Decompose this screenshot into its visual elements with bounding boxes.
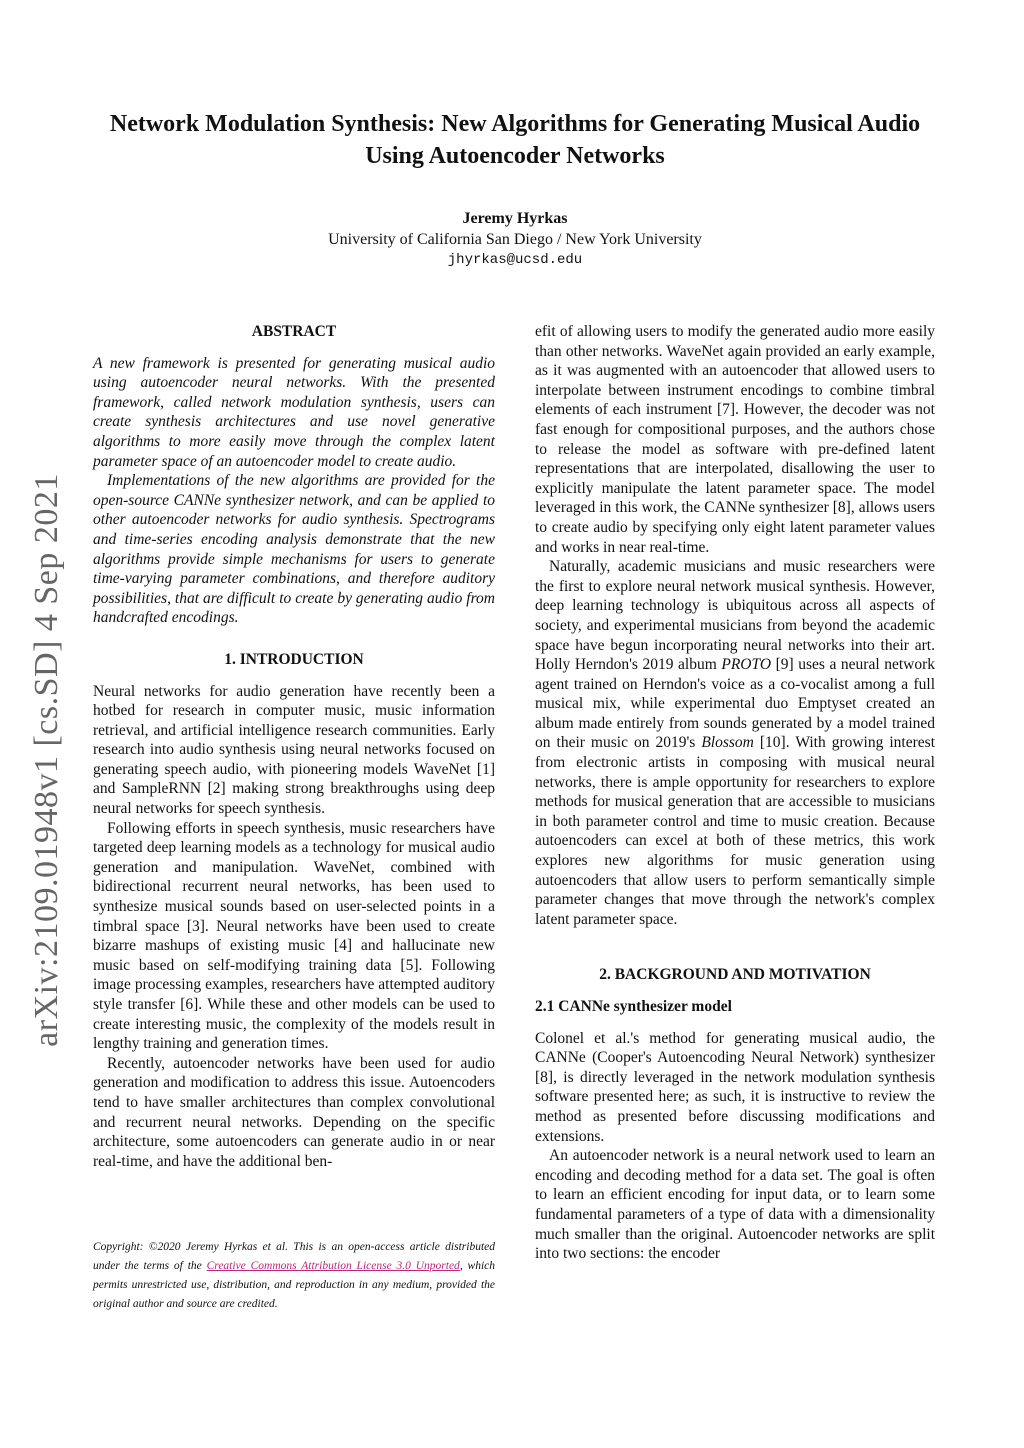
- right-column: [535, 322, 935, 1264]
- abstract-section: [93, 322, 495, 628]
- abstract-paragraph-1: A new framework is presented for generating musical audio using autoencoder neural networks. With the presented framework, called network modulation synthesis, users can create synthesis architectures and use novel generative algorithms to more easily move through the complex latent parameter space of an autoencoder model to create audio.: [93, 354, 495, 470]
- intro-paragraph-5: [535, 557, 935, 929]
- background-paragraph-2: An autoencoder network is a neural network used to learn an encoding and decoding method for a data set. The goal is often to learn an efficient encoding for input data, or to learn some fundamental parameters of a type of data with a dimensionality much smaller than the original. Autoencoder networks are split into two sections: the encoder: [535, 1147, 935, 1263]
- copyright-prefix: Copyright: ©2020 Jeremy Hyrkas et al. This is an open-access article distributed under the terms of the: [93, 1241, 495, 1272]
- author-affiliation: University of California San Diego / New York University: [328, 231, 702, 248]
- intro-paragraph-4: efit of allowing users to modify the generated audio more easily than other networks. WaveNet again provided an early example, as it was augmented with an autoencoder that allowed users to interpolate between instrument encodings to combine timbral elements of each instrument [7]. However, the decoder was not fast enough for compositional purposes, and the authors chose to release the model as software with pre-defined latent representations that are interpolated, disallowing the user to explicitly manipulate the latent parameter space. The model leveraged in this work, the CANNe synthesizer [8], allows users to create audio by specifying only eight latent parameter values and works in near real-time.: [535, 323, 935, 556]
- author-block: [90, 208, 940, 270]
- intro-p5-text-a: Naturally, academic musicians and music researchers were the first to explore neural network musical synthesis. However, deep learning technology is ubiquitous across all aspects of society, and experimental musicians from beyond the academic space have begun incorporating neural networks into their art. Holly Herndon's 2019 album: [535, 558, 935, 674]
- background-heading: 2. BACKGROUND AND MOTIVATION: [599, 966, 871, 984]
- introduction-heading: 1. INTRODUCTION: [224, 650, 364, 668]
- intro-p5-text-b: [9] uses a neural network agent trained on Herndon's voice as a co-vocalist among a full musical mix, while experimental duo Emptyset created an album made entirely from sounds generated by a model trained on their music on 2019's: [535, 656, 936, 752]
- intro-paragraph-1: Neural networks for audio generation have recently been a hotbed for research in computer music, music information retrieval, and artificial intelligence research communities. Early research into audio synthesis using neural networks focused on generating speech audio, with pioneering models WaveNet [1] and SampleRNN [2] making strong breakthroughs using deep neural networks for speech synthesis.: [93, 682, 495, 818]
- album-title-proto: PROTO: [721, 656, 772, 674]
- intro-paragraph-2: Following efforts in speech synthesis, music researchers have targeted deep learning models as a technology for musical audio generation and manipulation. WaveNet, combined with bidirectional recurrent neural networks, has been used to synthesize musical sounds based on user-selected points in a timbral space [3]. Neural networks have been used to create bizarre mashups of existing music [4] and hallucinate new music based on self-modifying training data [5]. Following image processing examples, researchers have attempted auditory style transfer [6]. While these and other models can be used to create interesting music, the complexity of the models result in lengthy training and generation times.: [93, 819, 495, 1053]
- copyright-notice: [93, 1238, 495, 1314]
- arxiv-identifier: arXiv:2109.01948v1 [cs.SD] 4 Sep 2021: [28, 473, 66, 1047]
- author-name: Jeremy Hyrkas: [462, 210, 568, 227]
- left-column: [93, 322, 495, 1171]
- background-paragraph-1: Colonel et al.'s method for generating musical audio, the CANNe (Cooper's Autoencoding Neural Network) synthesizer [8], is directly leveraged in the network modulation synthesis software presented here; as such, it is instructive to review the method as presented before discussing modifications and extensions.: [535, 1029, 935, 1145]
- copyright-suffix: , which permits unrestricted use, distribution, and reproduction in any medium, provided the original author and source are credited.: [93, 1260, 495, 1310]
- abstract-paragraph-2: Implementations of the new algorithms are provided for the open-source CANNe synthesizer network, and can be applied to other autoencoder networks for audio synthesis. Spectrograms and time-series encoding analysis demonstrate that the new algorithms provide simple mechanisms for users to generate time-varying parameter combinations, and therefore auditory possibilities, that are difficult to create by generating audio from handcrafted encodings.: [93, 472, 495, 627]
- intro-paragraph-3: Recently, autoencoder networks have been used for audio generation and modification to address this issue. Autoencoders tend to have smaller architectures than complex convolutional and recurrent neural networks. Depending on the specific architecture, some autoencoders can generate audio in or near real-time, and have the additional ben-: [93, 1054, 495, 1170]
- arxiv-sidebar: [22, 460, 72, 1060]
- album-title-blossom: Blossom: [701, 734, 754, 752]
- paper-title: Network Modulation Synthesis: New Algorithms for Generating Musical Audio Using Autoencoder Networks: [109, 111, 921, 169]
- canne-subheading: 2.1 CANNe synthesizer model: [535, 998, 732, 1015]
- license-link[interactable]: Creative Commons Attribution License 3.0 Unported: [206, 1260, 460, 1272]
- intro-p5-text-c: [10]. With growing interest from electronic artists in composing with musical neural networks, there is ample opportunity for researchers to explore methods for musical generation that are accessible to musicians in both parameter control and time to music creation. Because autoencoders can excel at both of these metrics, this work explores new algorithms for music generation using autoencoders that allow users to perform semantically simple parameter changes that move through the network's complex latent parameter space.: [535, 734, 935, 928]
- author-email[interactable]: jhyrkas@ucsd.edu: [447, 252, 583, 268]
- abstract-heading: ABSTRACT: [251, 323, 337, 340]
